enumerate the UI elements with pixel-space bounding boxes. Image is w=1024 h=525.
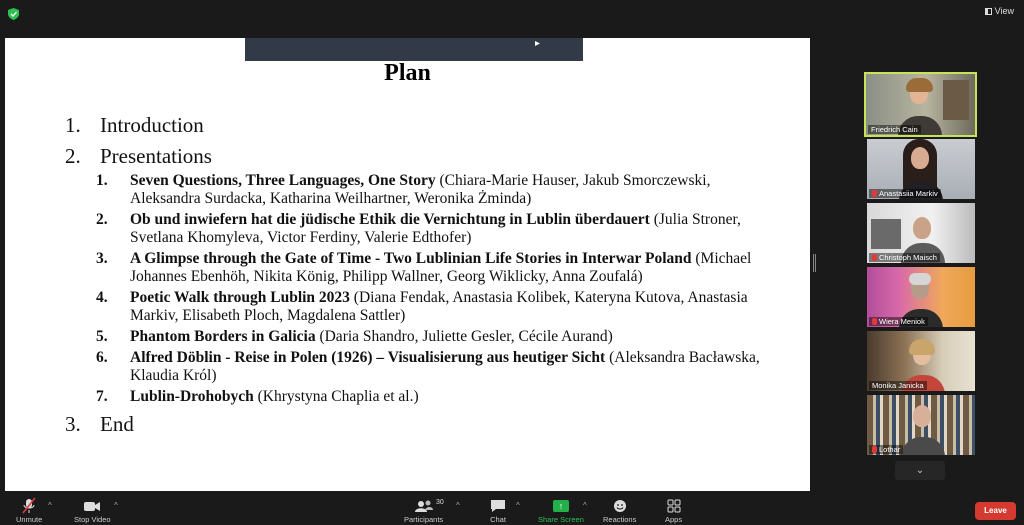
presentation-number: 4. xyxy=(96,289,108,306)
video-camera-icon xyxy=(83,497,101,515)
video-options-caret-icon[interactable]: ^ xyxy=(114,501,118,510)
agenda-number: 3. xyxy=(65,412,81,436)
share-toolbar-strip[interactable] xyxy=(245,38,583,61)
stop-video-button[interactable] xyxy=(74,497,111,524)
security-shield-icon[interactable] xyxy=(8,8,19,20)
presentation-authors: (Khrystyna Chaplia et al.) xyxy=(253,388,419,405)
muted-microphone-icon xyxy=(21,497,37,515)
participant-name: Wiera Meniok xyxy=(879,317,925,326)
participant-name: Friedrich Cain xyxy=(871,125,918,134)
participant-name-tag xyxy=(869,253,940,262)
share-options-caret-icon[interactable]: ^ xyxy=(583,501,587,510)
presentation-title: Seven Questions, Three Languages, One Story xyxy=(130,172,436,189)
presentation-authors: (Daria Shandro, Juliette Gesler, Cécile Aurand) xyxy=(315,328,613,345)
apps-grid-icon xyxy=(666,497,682,515)
participants-icon xyxy=(414,497,434,515)
view-layout-icon xyxy=(985,8,992,15)
presentation-item xyxy=(96,388,770,406)
shared-screen xyxy=(5,38,810,491)
agenda-item xyxy=(65,409,770,440)
participant-name-tag xyxy=(869,445,903,454)
reactions-label: Reactions xyxy=(603,515,637,524)
view-button[interactable] xyxy=(985,6,1014,16)
participant-name: Christoph Maisch xyxy=(879,253,937,262)
chevron-down-icon: ⌄ xyxy=(915,465,925,476)
agenda-number: 1. xyxy=(65,113,81,137)
share-screen-icon: ↑ xyxy=(553,500,569,512)
presentation-number: 1. xyxy=(96,172,108,189)
presentation-authors: (Chiara-Marie Hauser, Jakub Smorczewski, Aleksandra Surdacka, Katharina Weilhartner, Weronika Żminda) xyxy=(130,172,711,207)
muted-mic-icon xyxy=(872,190,877,197)
participant-name-tag xyxy=(869,317,928,326)
agenda-label: Introduction xyxy=(100,113,204,137)
top-bar xyxy=(0,0,1024,28)
apps-label: Apps xyxy=(665,515,683,524)
participants-options-caret-icon[interactable]: ^ xyxy=(456,501,460,510)
slide-body xyxy=(65,110,770,440)
presentation-list xyxy=(96,172,770,406)
share-screen-label: Share Screen xyxy=(538,515,584,524)
presentation-title: Poetic Walk through Lublin 2023 xyxy=(130,289,350,306)
presentation-item xyxy=(96,172,770,208)
presentation-item xyxy=(96,250,770,286)
participants-label: Participants xyxy=(404,515,444,524)
presentation-item xyxy=(96,328,770,346)
presentation-number: 6. xyxy=(96,349,108,366)
presentation-title: Lublin-Drohobych xyxy=(130,388,254,405)
video-tile[interactable] xyxy=(864,72,977,137)
video-tile[interactable] xyxy=(867,395,975,455)
participant-name-tag xyxy=(869,189,941,198)
slide-title: Plan xyxy=(384,60,431,86)
presentation-title: Phantom Borders in Galicia xyxy=(130,328,316,345)
participant-name: Anastasiia Markiv xyxy=(879,189,938,198)
presentation-title: Ob und inwiefern hat die jüdische Ethik die Vernichtung in Lublin überdauert xyxy=(130,211,650,228)
apps-button[interactable] xyxy=(665,497,682,524)
video-tile[interactable] xyxy=(867,267,975,327)
presentation-authors: (Michael Johannes Ebenhöh, Nikita König, Philipp Wallner, Georg Wiklicky, Anna Zoufalá) xyxy=(130,250,752,285)
participant-name: Monika Janicka xyxy=(872,381,924,390)
splitter-handle[interactable] xyxy=(813,254,816,272)
video-tile[interactable] xyxy=(867,139,975,199)
agenda-label: End xyxy=(100,412,134,436)
share-screen-button[interactable] xyxy=(538,497,584,524)
video-tile[interactable] xyxy=(867,331,975,391)
reactions-button[interactable] xyxy=(603,497,636,524)
agenda-label: Presentations xyxy=(100,144,212,168)
presentation-number: 3. xyxy=(96,250,108,267)
presentation-authors: (Aleksandra Bacławska, Klaudia Król) xyxy=(130,349,760,384)
presentation-number: 2. xyxy=(96,211,108,228)
meeting-toolbar xyxy=(0,495,1024,525)
presentation-title: Alfred Döblin - Reise in Polen (1926) – Visualisierung aus heutiger Sicht xyxy=(130,349,606,366)
agenda-item xyxy=(65,141,770,172)
agenda-number: 2. xyxy=(65,144,81,168)
audio-options-caret-icon[interactable]: ^ xyxy=(48,501,52,510)
presentation-authors: (Diana Fendak, Anastasia Kolibek, Kateryna Kutova, Anastasia Markiv, Elisabeth Ploch, Magdalena Sattler) xyxy=(130,289,748,324)
unmute-button[interactable] xyxy=(16,497,42,524)
presentation-number: 7. xyxy=(96,388,108,405)
chat-bubble-icon xyxy=(489,497,507,515)
muted-mic-icon xyxy=(872,318,877,325)
muted-mic-icon xyxy=(872,254,877,261)
video-tile[interactable] xyxy=(867,203,975,263)
chat-label: Chat xyxy=(490,515,506,524)
participant-name-tag xyxy=(868,125,921,134)
presentation-authors: (Julia Stroner, Svetlana Khomyleva, Victor Ferdiny, Valerie Edthofer) xyxy=(130,211,741,246)
stop-video-label: Stop Video xyxy=(74,515,111,524)
presentation-item xyxy=(96,289,770,325)
presentation-number: 5. xyxy=(96,328,108,345)
view-label: View xyxy=(994,6,1014,16)
chat-button[interactable] xyxy=(489,497,507,524)
gallery-scroll-down-button[interactable] xyxy=(895,461,945,480)
agenda-item xyxy=(65,110,770,141)
cursor-icon xyxy=(535,41,540,46)
participant-name-tag xyxy=(869,381,927,390)
smiley-face-icon xyxy=(611,497,629,515)
participants-count: 30 xyxy=(436,499,444,506)
participant-name: Lothar xyxy=(879,445,901,454)
presentation-item xyxy=(96,349,770,385)
presentation-item xyxy=(96,211,770,247)
presentation-title: A Glimpse through the Gate of Time - Two Lublinian Life Stories in Interwar Poland xyxy=(130,250,692,267)
unmute-label: Unmute xyxy=(16,515,43,524)
muted-mic-icon xyxy=(872,446,877,453)
chat-options-caret-icon[interactable]: ^ xyxy=(516,501,520,510)
leave-button[interactable]: Leave xyxy=(975,502,1016,520)
